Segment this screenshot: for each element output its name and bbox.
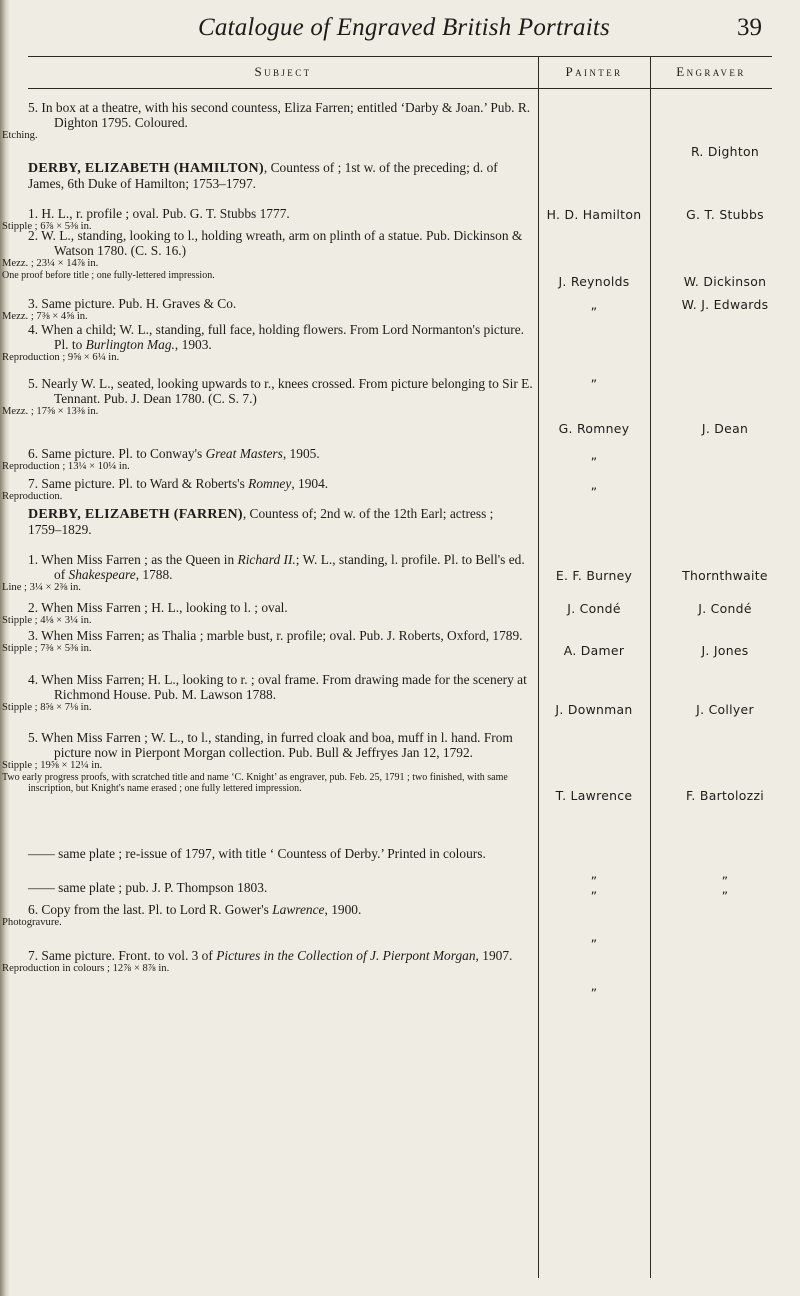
entry-text: 5. When Miss Farren ; W. L., to l., standing, in furred cloak and boa, muff in l. hand. From picture now in Pierpont Morgan collection. Pub. Bull & Jeffryes Jan 12, 1792. <box>28 730 513 760</box>
entry-subject <box>2 228 538 281</box>
painter-name: „ <box>590 297 598 312</box>
entry-text: 7. Same picture. Pl. to Ward & Roberts's <box>28 476 245 491</box>
engraver-name: „ <box>721 866 729 881</box>
engraver-name: J. Collyer <box>696 702 754 717</box>
entry-text-after: , 1905. <box>282 446 320 461</box>
entry-subject <box>2 672 538 714</box>
medium-and-size: Stipple ; 4⅛ × 3¼ in. <box>2 615 92 626</box>
painter-name: A. Damer <box>563 643 625 658</box>
engraver-name: F. Bartolozzi <box>685 788 764 803</box>
engraver-name: R. Dighton <box>690 144 760 159</box>
painter-name: „ <box>590 477 598 492</box>
entry-text: 6. Same picture. Pl. to Conway's <box>28 446 203 461</box>
entry-text: 5. Nearly W. L., seated, looking upwards to r., knees crossed. From picture belonging to Sir E. Tennant. Pub. J. Dean 1780. (C. S. 7.) <box>28 376 533 406</box>
entry-subject <box>2 552 538 594</box>
entry-text: 7. Same picture. Front. to vol. 3 of <box>28 948 213 963</box>
publication-title: Shakespeare <box>68 567 136 582</box>
publication-title: Pictures in the Collection of J. Pierpont Morgan <box>216 948 476 963</box>
painter-name: „ <box>590 866 598 881</box>
heading-text: DERBY, ELIZABETH (HAMILTON), Countess of ; 1st w. of the preceding; d. of James, 6th Duke of Hamilton; 1753–1797. <box>28 160 498 191</box>
medium-and-size: Mezz. ; 17⅝ × 13⅜ in. <box>2 406 99 417</box>
painter-name: „ <box>590 929 598 944</box>
painter-name: „ <box>590 881 598 896</box>
painter-name: T. Lawrence <box>555 788 633 803</box>
entry-subject <box>2 100 538 142</box>
entry-text-after: , 1903. <box>174 337 212 352</box>
entry-subject <box>2 902 538 929</box>
entry-subject <box>2 296 538 323</box>
entry-subject <box>2 476 538 503</box>
painter-name: H. D. Hamilton <box>546 207 642 222</box>
sitter-heading-text <box>28 506 528 537</box>
entry-text: 5. In box at a theatre, with his second countess, Eliza Farren; entitled ‘Darby & Joan.’ Pub. R. Dighton 1795. Coloured. <box>28 100 531 130</box>
painter-name: J. Downman <box>555 702 633 717</box>
medium-and-size: Stipple ; 6⅞ × 5⅜ in. <box>2 221 92 232</box>
painter-name: E. F. Burney <box>555 568 633 583</box>
entry-text-after: , 1907. <box>475 948 513 963</box>
entry-subject <box>2 628 538 655</box>
column-header-subject: Subject <box>254 64 312 79</box>
page-number: 39 <box>737 14 762 41</box>
entry-text: 3. Same picture. Pub. H. Graves & Co. <box>28 296 237 311</box>
medium-and-size: Line ; 3¼ × 2⅜ in. <box>2 582 81 593</box>
medium-and-size: Mezz. ; 23¼ × 14⅞ in. <box>2 258 99 269</box>
entry-text-after: , 1900. <box>324 902 362 917</box>
entry-text-after: ; W. L., standing, l. profile. Pl. to Bell's ed. of <box>54 552 525 582</box>
medium-and-size: Reproduction in colours ; 12⅞ × 8⅞ in. <box>2 963 170 974</box>
engraver-name: W. J. Edwards <box>681 297 769 312</box>
medium-and-size: Reproduction. <box>2 491 63 502</box>
painter-name: „ <box>590 369 598 384</box>
entry-text: 2. When Miss Farren ; H. L., looking to l. ; oval. <box>28 600 288 615</box>
entry-text: 4. When Miss Farren; H. L., looking to r. ; oval frame. From drawing made for the scenery at Richmond House. Pub. M. Lawson 1788. <box>28 672 527 702</box>
impression-note: Two early progress proofs, with scratched title and name ‘C. Knight’ as engraver, pub. Feb. 25, 1791 ; two finished, with same inscription, but Knight's name erased ; one fully lettered impression. <box>2 772 508 794</box>
entry-subject <box>2 730 538 794</box>
heading-text: DERBY, ELIZABETH (FARREN), Countess of; 2nd w. of the 12th Earl; actress ; 1759–1829. <box>28 506 494 537</box>
publication-title: Lawrence <box>272 902 325 917</box>
entry-subject <box>2 322 538 364</box>
running-head <box>0 14 800 48</box>
medium-and-size: Mezz. ; 7⅜ × 4⅝ in. <box>2 311 88 322</box>
medium-and-size: Stipple ; 8⅝ × 7⅛ in. <box>2 702 92 713</box>
entry-subject <box>28 880 538 895</box>
entry-text: 6. Copy from the last. Pl. to Lord R. Gower's <box>28 902 269 917</box>
entry-subject <box>28 846 538 861</box>
engraver-name: J. Condé <box>698 601 752 616</box>
painter-name: J. Reynolds <box>558 274 630 289</box>
publication-title: Great Masters <box>205 446 283 461</box>
painter-name: „ <box>590 978 598 993</box>
medium-and-size: Photogravure. <box>2 917 62 928</box>
column-divider-1 <box>538 56 539 1278</box>
catalogue-title: Catalogue of Engraved British Portraits <box>198 14 610 41</box>
entry-text: 3. When Miss Farren; as Thalia ; marble bust, r. profile; oval. Pub. J. Roberts, Oxford, 1789. <box>28 628 523 643</box>
entry-text-after: , 1904. <box>291 476 329 491</box>
entry-subject <box>2 600 538 627</box>
entry-text-after: , 1788. <box>135 567 173 582</box>
publication-title: Burlington Mag. <box>85 337 175 352</box>
entry-subject <box>2 376 538 418</box>
medium-and-size: Reproduction ; 9⅝ × 6¼ in. <box>2 352 120 363</box>
entry-text: —— same plate ; re-issue of 1797, with title ‘ Countess of Derby.’ Printed in colours. <box>28 846 486 861</box>
medium-and-size: Stipple ; 7⅜ × 5⅜ in. <box>2 643 92 654</box>
engraver-name: Thornthwaite <box>682 568 768 583</box>
painter-name: „ <box>590 447 598 462</box>
engraver-name: „ <box>721 881 729 896</box>
medium-and-size: Stipple ; 19⅝ × 12¼ in. <box>2 760 103 771</box>
header-rule <box>28 88 772 89</box>
entry-text: 1. H. L., r. profile ; oval. Pub. G. T. Stubbs 1777. <box>28 206 290 221</box>
entry-text: 2. W. L., standing, looking to l., holding wreath, arm on plinth of a statue. Pub. Dickinson & Watson 1780. (C. S. 16.) <box>28 228 523 258</box>
engraver-name: J. Jones <box>701 643 749 658</box>
entry-text: —— same plate ; pub. J. P. Thompson 1803. <box>28 880 268 895</box>
sitter-heading-text <box>28 160 528 191</box>
entry-subject <box>2 948 538 975</box>
publication-title: Richard II. <box>237 552 296 567</box>
top-rule <box>28 56 772 57</box>
entry-subject <box>2 446 538 473</box>
medium-and-size: Etching. <box>2 130 38 141</box>
column-header-painter: Painter <box>565 64 623 79</box>
medium-and-size: Reproduction ; 13¼ × 10¼ in. <box>2 461 130 472</box>
engraver-name: J. Dean <box>701 421 749 436</box>
painter-name: J. Condé <box>567 601 621 616</box>
engraver-name: G. T. Stubbs <box>686 207 764 222</box>
impression-note: One proof before title ; one fully-lettered impression. <box>2 270 215 281</box>
entry-text: 4. When a child; W. L., standing, full face, holding flowers. From Lord Normanton's picture. Pl. to <box>28 322 525 352</box>
column-header-engraver: Engraver <box>676 64 746 79</box>
entry-text: 1. When Miss Farren ; as the Queen in <box>28 552 235 567</box>
engraver-name: W. Dickinson <box>683 274 767 289</box>
column-divider-2 <box>650 56 651 1278</box>
publication-title: Romney <box>248 476 292 491</box>
painter-name: G. Romney <box>558 421 630 436</box>
